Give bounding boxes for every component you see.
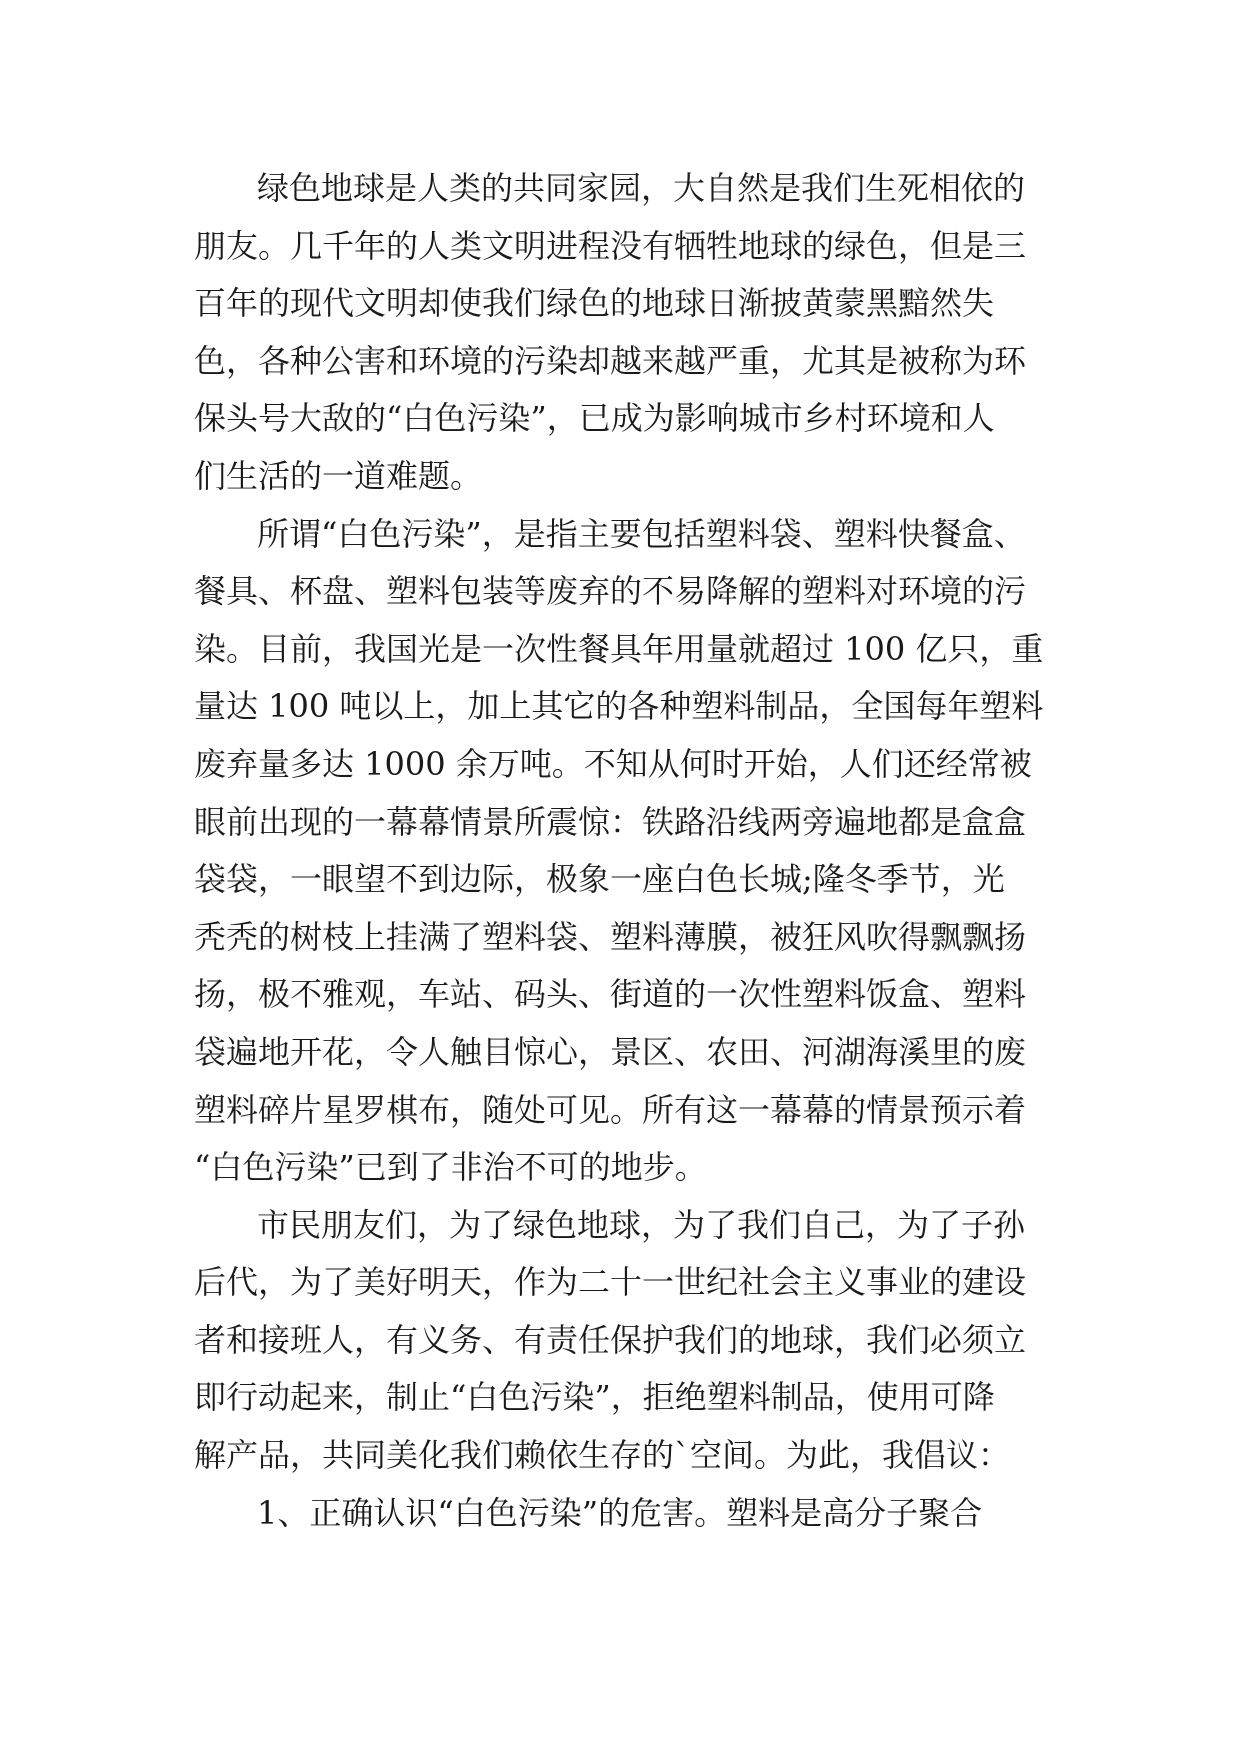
paragraph-line: 量达 100 吨以上，加上其它的各种塑料制品，全国每年塑料 bbox=[194, 687, 1044, 726]
paragraph-line: 废弃量多达 1000 余万吨。不知从何时开始，人们还经常被 bbox=[194, 744, 1032, 783]
paragraph-line: 即行动起来，制止“白色污染”，拒绝塑料制品，使用可降 bbox=[194, 1378, 995, 1417]
paragraph-line: 眼前出现的一幕幕情景所震惊：铁路沿线两旁遍地都是盒盒 bbox=[194, 802, 1027, 841]
paragraph-line: 们生活的一道难题。 bbox=[194, 456, 483, 495]
paragraph-line: 保头号大敌的“白色污染”，已成为影响城市乡村环境和人 bbox=[194, 399, 995, 438]
paragraph-line: 百年的现代文明却使我们绿色的地球日渐披黄蒙黑黯然失 bbox=[194, 284, 995, 323]
paragraph-line: 餐具、杯盘、塑料包装等废弃的不易降解的塑料对环境的污 bbox=[194, 572, 1027, 611]
paragraph-line: 色，各种公害和环境的污染却越来越严重，尤其是被称为环 bbox=[194, 341, 1027, 380]
paragraph-line: 朋友。几千年的人类文明进程没有牺牲地球的绿色，但是三 bbox=[194, 226, 1027, 265]
paragraph-line: 袋袋，一眼望不到边际，极象一座白色长城;隆冬季节，光 bbox=[194, 860, 1005, 899]
paragraph-line: 染。目前，我国光是一次性餐具年用量就超过 100 亿只，重 bbox=[194, 629, 1044, 668]
paragraph-line: “白色污染”已到了非治不可的地步。 bbox=[194, 1148, 707, 1187]
paragraph-line: 市民朋友们，为了绿色地球，为了我们自己，为了子孙 bbox=[257, 1205, 1026, 1244]
paragraph-line: 袋遍地开花，令人触目惊心，景区、农田、河湖海溪里的废 bbox=[194, 1032, 1027, 1071]
paragraph-line: 塑料碎片星罗棋布，随处可见。所有这一幕幕的情景预示着 bbox=[194, 1090, 1027, 1129]
paragraph-line: 绿色地球是人类的共同家园，大自然是我们生死相依的 bbox=[257, 169, 1026, 207]
paragraph-line: 后代，为了美好明天，作为二十一世纪社会主义事业的建设 bbox=[194, 1263, 1027, 1302]
paragraph-line: 者和接班人，有义务、有责任保护我们的地球，我们必须立 bbox=[194, 1320, 1027, 1359]
paragraph-line: 秃秃的树枝上挂满了塑料袋、塑料薄膜，被狂风吹得飘飘扬 bbox=[194, 917, 1027, 956]
paragraph-line: 解产品，共同美化我们赖依生存的`空间。为此，我倡议： bbox=[194, 1436, 1011, 1475]
paragraph-line: 扬，极不雅观，车站、码头、街道的一次性塑料饭盒、塑料 bbox=[194, 975, 1027, 1014]
paragraph-line: 所谓“白色污染”，是指主要包括塑料袋、塑料快餐盒、 bbox=[257, 514, 1026, 553]
document-body bbox=[194, 160, 1194, 1542]
paragraph-line: 1、正确认识“白色污染”的危害。塑料是高分子聚合 bbox=[257, 1493, 983, 1532]
